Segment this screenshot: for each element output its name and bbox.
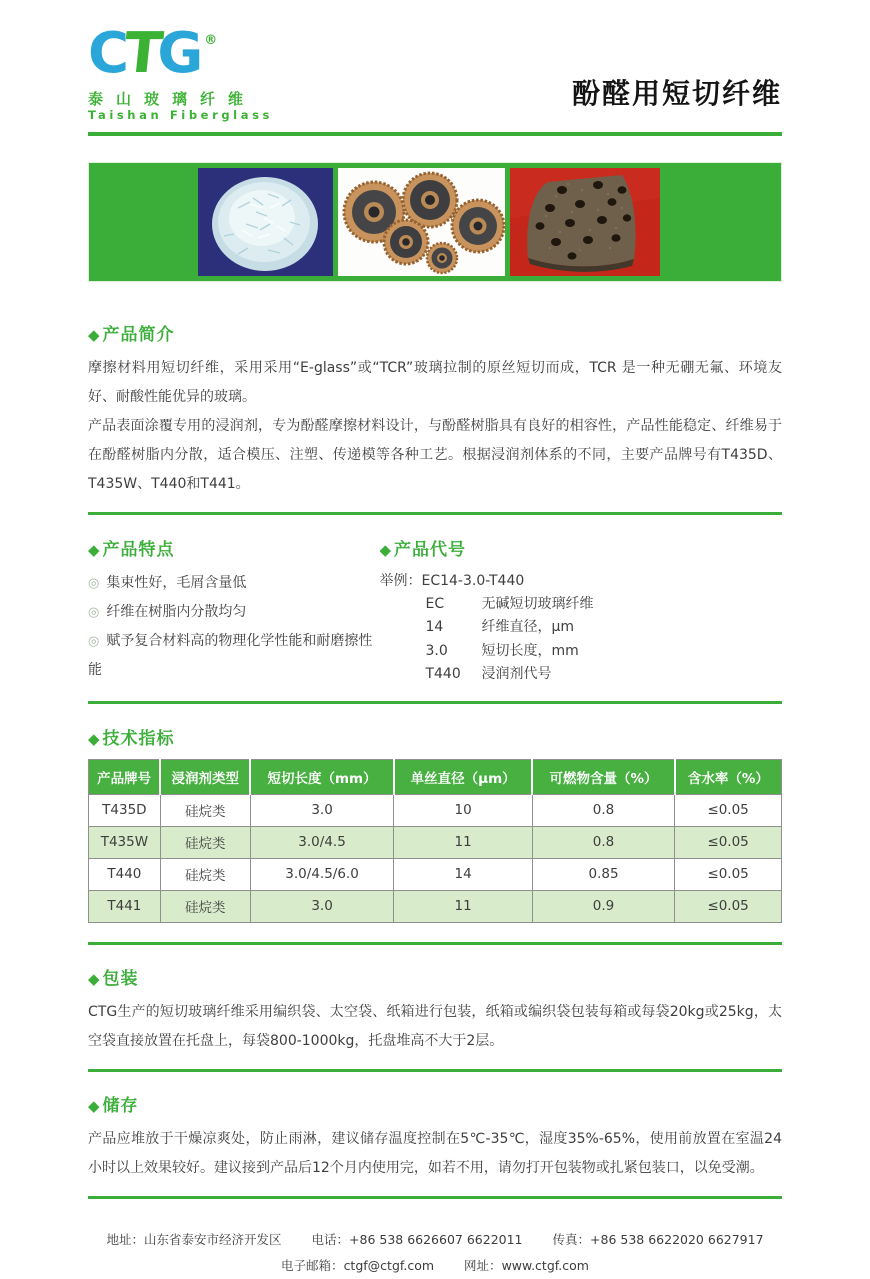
section-specs-title-text: 技术指标 [102,728,175,749]
spec-header-cell: 产品牌号 [89,759,161,794]
spec-header-cell: 单丝直径（μm） [394,759,532,794]
code-desc: 浸润剂代号 [481,666,552,682]
spec-cell: T435D [89,794,161,826]
spec-cell: T440 [89,858,161,890]
spec-header-cell: 含水率（%） [675,759,782,794]
logo-letter-g: G [157,21,200,86]
spec-cell: ≤0.05 [675,794,782,826]
section-packaging-title [88,964,782,989]
section-intro-title [88,320,782,345]
logo-letter-t: T [120,21,162,86]
spec-table-row [89,858,782,890]
spec-table-header-row [89,759,782,794]
footer [88,1227,782,1279]
ring-bullet-icon: ◎ [88,604,100,620]
diamond-icon: ◆ [379,540,393,559]
code-row [379,640,782,664]
section-codes [379,535,782,687]
spec-table-row [89,794,782,826]
diamond-icon: ◆ [88,969,101,988]
intro-paragraph-1: 摩擦材料用短切纤维，采用采用“E-glass”或“TCR”玻璃拉制的原丝短切而成，TCR 是一种无硼无氟、环境友好、耐酸性能优异的玻璃。 [88,359,782,405]
footer-address-label: 地址： [106,1231,144,1247]
spec-cell: 硅烷类 [160,858,250,890]
spec-header-cell: 浸润剂类型 [160,759,250,794]
code-example [379,569,782,593]
code-row [379,616,782,640]
feature-item [88,598,379,627]
feature-item-text: 赋予复合材料高的物理化学性能和耐磨擦性能 [88,632,373,678]
page-title: 酚醛用短切纤维 [571,76,782,110]
footer-phone-label: 电话： [311,1231,350,1247]
footer-website [464,1253,589,1279]
section-divider [88,1069,782,1072]
feature-list [88,569,379,684]
footer-address [106,1227,281,1253]
section-storage [88,1091,782,1199]
diamond-icon: ◆ [88,1096,101,1115]
footer-fax [553,1227,764,1253]
spec-table [88,759,782,923]
features-codes-row [88,535,782,687]
spec-cell: ≤0.05 [675,890,782,922]
section-intro [88,320,782,515]
registered-trademark-icon: ® [204,33,218,48]
spec-cell: 10 [394,794,532,826]
spec-cell: 11 [394,826,532,858]
code-key: 3.0 [425,642,448,659]
footer-email-value: ctgf@ctgf.com [343,1257,435,1273]
logo-english-name: Taishan Fiberglass [88,108,273,122]
footer-fax-label: 传真： [552,1231,591,1247]
ring-bullet-icon: ◎ [88,575,100,591]
brake-lining-photo [510,168,660,276]
diamond-icon: ◆ [88,729,101,748]
code-example-label: 举例： [379,572,422,589]
feature-item [88,627,379,684]
spec-header-cell: 可燃物含量（%） [532,759,674,794]
spec-cell: ≤0.05 [675,826,782,858]
spec-cell: 3.0 [250,794,394,826]
spec-table-row [89,826,782,858]
ctg-logo [88,21,273,122]
spec-cell: ≤0.05 [675,858,782,890]
section-divider [88,942,782,945]
code-desc: 短切长度，mm [481,642,579,659]
code-key: EC [425,595,445,612]
ctg-logo-letters [88,21,200,86]
diamond-icon: ◆ [88,325,101,344]
ctg-logo-mark [88,21,273,86]
spec-header-cell: 短切长度（mm） [250,759,394,794]
section-divider [88,701,782,704]
code-desc: 无碱短切玻璃纤维 [481,595,594,612]
spec-cell: T435W [89,826,161,858]
code-example-value: EC14-3.0-T440 [421,572,525,589]
footer-line-2 [88,1253,782,1279]
header-divider [88,132,782,136]
logo-chinese-name: 泰山玻璃纤维 [88,90,257,108]
logo-letter-c: C [88,21,126,86]
section-storage-title-text: 储存 [102,1095,139,1116]
section-specs [88,724,782,945]
section-storage-title [88,1091,782,1116]
section-codes-title-text: 产品代号 [394,539,467,560]
spec-cell: T441 [89,890,161,922]
diamond-icon: ◆ [88,540,101,559]
spec-cell: 0.8 [532,794,674,826]
footer-website-label: 网址： [464,1257,502,1273]
section-features [88,535,379,687]
code-desc: 纤维直径，μm [481,619,575,635]
spec-cell: 0.9 [532,890,674,922]
code-key: T440 [425,666,461,682]
code-row [379,593,782,617]
intro-paragraph-2: 产品表面涂覆专用的浸润剂，专为酚醛摩擦材料设计，与酚醛树脂具有良好的相容性，产品性能稳定、纤维易于在酚醛树脂内分散，适合模压、注塑、传递模等各种工艺。根据浸润剂体系的不同，主要产品牌号有T435D、T435W、T440和T441。 [88,417,782,492]
footer-phone [312,1227,523,1253]
spec-cell: 0.8 [532,826,674,858]
footer-website-value: www.ctgf.com [501,1257,589,1273]
section-codes-title [379,535,782,560]
section-packaging [88,964,782,1072]
section-divider [88,1196,782,1199]
spec-cell: 0.85 [532,858,674,890]
spec-table-row [89,890,782,922]
section-packaging-title-text: 包装 [102,968,139,989]
spec-cell: 3.0/4.5 [250,826,394,858]
ring-bullet-icon: ◎ [88,633,100,649]
spec-cell: 硅烷类 [160,890,250,922]
code-key: 14 [425,619,444,635]
footer-email [281,1253,434,1279]
chopped-glass-fiber-photo [198,168,333,276]
spec-cell: 硅烷类 [160,826,250,858]
storage-text: 产品应堆放于干燥凉爽处，防止雨淋，建议储存温度控制在5℃-35℃，湿度35%-65%，使用前放置在室温24小时以上效果较好。建议接到产品后12个月内使用完，如若不用，请勿打开包装物或扎紧包装口，以免受潮。 [88,1130,782,1176]
section-features-title [88,535,379,560]
packaging-text: CTG生产的短切玻璃纤维采用编织袋、太空袋、纸箱进行包装，纸箱或编织袋包装每箱或每袋20kg或25kg，太空袋直接放置在托盘上，每袋800-1000kg，托盘堆高不大于2层。 [88,1003,782,1049]
commutators-photo [338,168,505,276]
code-row [379,663,782,687]
header [88,21,782,122]
feature-item-text: 集束性好，毛屑含量低 [106,574,247,591]
spec-cell: 3.0 [250,890,394,922]
footer-phone-value: +86 538 6626607 6622011 [349,1231,523,1247]
footer-line-1 [88,1227,782,1253]
spec-cell: 14 [394,858,532,890]
footer-email-label: 电子邮箱： [281,1257,344,1273]
footer-fax-value: +86 538 6622020 6627917 [590,1231,764,1247]
product-photo-banner [88,162,782,282]
feature-item-text: 纤维在树脂内分散均匀 [106,603,247,620]
spec-cell: 硅烷类 [160,794,250,826]
section-specs-title [88,724,782,749]
spec-cell: 11 [394,890,532,922]
feature-item [88,569,379,598]
section-features-title-text: 产品特点 [102,539,175,560]
section-divider [88,512,782,515]
footer-address-value: 山东省泰安市经济开发区 [143,1231,282,1247]
section-intro-title-text: 产品简介 [102,324,175,345]
spec-cell: 3.0/4.5/6.0 [250,858,394,890]
